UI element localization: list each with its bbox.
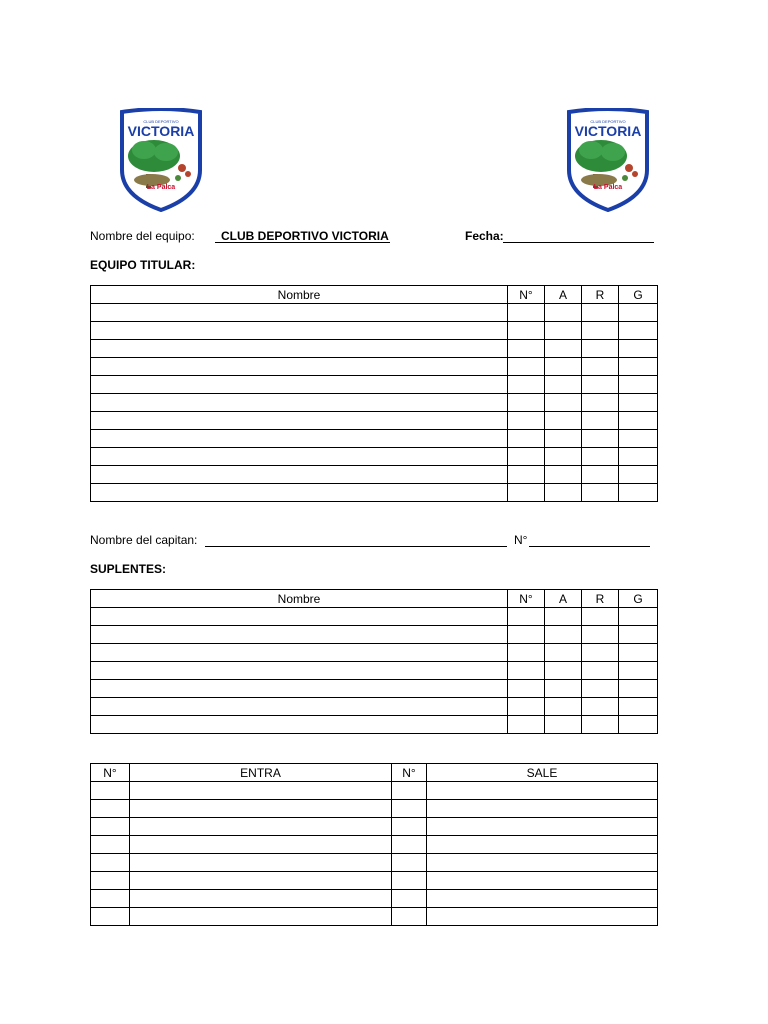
table-cell[interactable]: [545, 304, 582, 322]
table-cell[interactable]: [91, 304, 508, 322]
date-field[interactable]: [503, 242, 654, 243]
table-row: [91, 698, 658, 716]
table-row: [91, 466, 658, 484]
table-cell[interactable]: [91, 448, 508, 466]
table-row: [91, 908, 658, 926]
table-cell[interactable]: [91, 644, 508, 662]
table-cell[interactable]: [619, 680, 658, 698]
table-cell[interactable]: [582, 394, 619, 412]
table-header-row: [91, 590, 658, 608]
table-cell[interactable]: [508, 680, 545, 698]
table-cell[interactable]: [582, 358, 619, 376]
column-header-nombre: Nombre: [91, 286, 508, 304]
table-cell[interactable]: [130, 782, 392, 800]
table-cell[interactable]: [130, 890, 392, 908]
table-row: [91, 484, 658, 502]
table-cell[interactable]: [130, 800, 392, 818]
table-cell[interactable]: [619, 376, 658, 394]
table-cell[interactable]: [582, 376, 619, 394]
table-cell[interactable]: [619, 608, 658, 626]
suplentes-section-title: SUPLENTES:: [90, 562, 167, 576]
table-cell[interactable]: [508, 358, 545, 376]
logo-bottom-text: La Palca: [593, 184, 623, 191]
table-cell[interactable]: [545, 412, 582, 430]
table-cell[interactable]: [545, 662, 582, 680]
table-cell[interactable]: [545, 358, 582, 376]
table-cell[interactable]: [508, 484, 545, 502]
table-cell[interactable]: [582, 448, 619, 466]
table-cell[interactable]: [545, 322, 582, 340]
table-cell[interactable]: [619, 322, 658, 340]
table-cell[interactable]: [582, 412, 619, 430]
table-cell[interactable]: [91, 890, 130, 908]
table-cell[interactable]: [508, 644, 545, 662]
column-header-g: G: [619, 590, 658, 608]
table-row: [91, 872, 658, 890]
table-cell[interactable]: [582, 626, 619, 644]
table-cell[interactable]: [427, 818, 658, 836]
table-cell[interactable]: [582, 680, 619, 698]
table-row: [91, 818, 658, 836]
table-cell[interactable]: [508, 448, 545, 466]
table-cell[interactable]: [508, 394, 545, 412]
table-row: [91, 662, 658, 680]
table-cell[interactable]: [91, 394, 508, 412]
table-cell[interactable]: [545, 680, 582, 698]
table-row: [91, 304, 658, 322]
table-cell[interactable]: [582, 484, 619, 502]
table-cell[interactable]: [619, 626, 658, 644]
suplentes-table: [90, 589, 658, 734]
table-cell[interactable]: [392, 800, 427, 818]
titular-rows: [91, 304, 658, 502]
table-cell[interactable]: [508, 608, 545, 626]
table-cell[interactable]: [619, 466, 658, 484]
table-cell[interactable]: [392, 818, 427, 836]
table-cell[interactable]: [91, 662, 508, 680]
table-cell[interactable]: [545, 448, 582, 466]
table-cell[interactable]: [619, 484, 658, 502]
table-cell[interactable]: [508, 412, 545, 430]
titular-table: [90, 285, 658, 502]
table-header-row: [91, 286, 658, 304]
table-cell[interactable]: [130, 908, 392, 926]
date-label: Fecha:: [465, 229, 504, 243]
table-cell[interactable]: [582, 644, 619, 662]
table-cell[interactable]: [582, 662, 619, 680]
changes-table: [90, 763, 658, 926]
table-cell[interactable]: [91, 484, 508, 502]
titular-section-title: EQUIPO TITULAR:: [90, 258, 196, 272]
changes-rows: [91, 782, 658, 926]
table-cell[interactable]: [91, 908, 130, 926]
table-cell[interactable]: [427, 908, 658, 926]
captain-number-field[interactable]: [529, 546, 650, 547]
team-name-underline: [215, 242, 390, 243]
table-cell[interactable]: [91, 322, 508, 340]
table-cell[interactable]: [427, 890, 658, 908]
column-header-a: A: [545, 286, 582, 304]
table-row: [91, 854, 658, 872]
table-cell[interactable]: [91, 376, 508, 394]
table-cell[interactable]: [619, 340, 658, 358]
table-row: [91, 836, 658, 854]
table-cell[interactable]: [91, 782, 130, 800]
table-cell[interactable]: [619, 412, 658, 430]
table-cell[interactable]: [582, 304, 619, 322]
table-row: [91, 680, 658, 698]
table-cell[interactable]: [91, 872, 130, 890]
table-row: [91, 322, 658, 340]
table-cell[interactable]: [427, 872, 658, 890]
table-cell[interactable]: [91, 854, 130, 872]
table-cell[interactable]: [91, 626, 508, 644]
table-cell[interactable]: [582, 430, 619, 448]
table-cell[interactable]: [392, 890, 427, 908]
logo-small-text: CLUB DEPORTIVO: [143, 119, 179, 124]
table-row: [91, 644, 658, 662]
table-cell[interactable]: [91, 716, 508, 734]
table-cell[interactable]: [91, 358, 508, 376]
table-cell[interactable]: [130, 872, 392, 890]
captain-label: Nombre del capitan:: [90, 533, 198, 547]
table-row: [91, 340, 658, 358]
table-cell[interactable]: [545, 394, 582, 412]
table-cell[interactable]: [619, 644, 658, 662]
table-cell[interactable]: [130, 836, 392, 854]
table-cell[interactable]: [130, 818, 392, 836]
table-cell[interactable]: [427, 836, 658, 854]
logo-small-text: CLUB DEPORTIVO: [590, 119, 626, 124]
team-name-value: CLUB DEPORTIVO VICTORIA: [221, 229, 389, 243]
table-cell[interactable]: [619, 716, 658, 734]
suplentes-rows: [91, 608, 658, 734]
column-header-g: G: [619, 286, 658, 304]
table-cell[interactable]: [392, 872, 427, 890]
table-cell[interactable]: [545, 466, 582, 484]
table-cell[interactable]: [427, 782, 658, 800]
table-cell[interactable]: [582, 716, 619, 734]
logo-main-text: VICTORIA: [127, 123, 195, 139]
column-header-numero: N°: [508, 286, 545, 304]
table-cell[interactable]: [545, 644, 582, 662]
table-cell[interactable]: [545, 716, 582, 734]
column-header-sale: SALE: [427, 764, 658, 782]
table-row: [91, 358, 658, 376]
table-row: [91, 448, 658, 466]
table-cell[interactable]: [91, 800, 130, 818]
table-cell[interactable]: [508, 716, 545, 734]
table-cell[interactable]: [619, 304, 658, 322]
column-header-entra: ENTRA: [130, 764, 392, 782]
logo-bottom-text: La Palca: [146, 184, 176, 191]
table-cell[interactable]: [508, 322, 545, 340]
table-cell[interactable]: [582, 466, 619, 484]
table-cell[interactable]: [427, 800, 658, 818]
table-cell[interactable]: [545, 626, 582, 644]
table-cell[interactable]: [582, 340, 619, 358]
table-cell[interactable]: [91, 680, 508, 698]
table-row: [91, 608, 658, 626]
table-cell[interactable]: [545, 430, 582, 448]
table-cell[interactable]: [508, 376, 545, 394]
column-header-nombre: Nombre: [91, 590, 508, 608]
column-header-numero: N°: [508, 590, 545, 608]
table-cell[interactable]: [130, 854, 392, 872]
table-cell[interactable]: [508, 698, 545, 716]
table-cell[interactable]: [545, 376, 582, 394]
table-row: [91, 412, 658, 430]
table-cell[interactable]: [545, 340, 582, 358]
table-cell[interactable]: [619, 662, 658, 680]
table-row: [91, 430, 658, 448]
team-name-label: Nombre del equipo:: [90, 229, 195, 243]
table-cell[interactable]: [508, 466, 545, 484]
table-row: [91, 716, 658, 734]
table-cell[interactable]: [545, 608, 582, 626]
table-cell[interactable]: [508, 662, 545, 680]
table-row: [91, 800, 658, 818]
table-cell[interactable]: [427, 854, 658, 872]
table-cell[interactable]: [508, 340, 545, 358]
table-cell[interactable]: [91, 698, 508, 716]
table-cell[interactable]: [392, 782, 427, 800]
table-cell[interactable]: [91, 412, 508, 430]
column-header-r: R: [582, 286, 619, 304]
table-cell[interactable]: [619, 394, 658, 412]
table-row: [91, 890, 658, 908]
table-cell[interactable]: [91, 608, 508, 626]
table-cell[interactable]: [582, 698, 619, 716]
table-cell[interactable]: [619, 358, 658, 376]
logo-main-text: VICTORIA: [574, 123, 642, 139]
table-row: [91, 394, 658, 412]
table-cell[interactable]: [91, 466, 508, 484]
table-cell[interactable]: [508, 626, 545, 644]
table-cell[interactable]: [392, 854, 427, 872]
table-cell[interactable]: [392, 836, 427, 854]
table-row: [91, 782, 658, 800]
table-cell[interactable]: [619, 698, 658, 716]
column-header-numero-entra: N°: [91, 764, 130, 782]
table-row: [91, 626, 658, 644]
table-cell[interactable]: [545, 484, 582, 502]
table-cell[interactable]: [619, 448, 658, 466]
table-cell[interactable]: [619, 430, 658, 448]
club-logo-right: [563, 108, 653, 212]
captain-name-field[interactable]: [205, 546, 507, 547]
table-header-row: [91, 764, 658, 782]
table-cell[interactable]: [392, 908, 427, 926]
table-cell[interactable]: [91, 818, 130, 836]
column-header-r: R: [582, 590, 619, 608]
table-cell[interactable]: [582, 608, 619, 626]
captain-number-label: N°: [514, 533, 528, 547]
column-header-a: A: [545, 590, 582, 608]
club-logo-left: [116, 108, 206, 212]
table-cell[interactable]: [508, 430, 545, 448]
table-cell[interactable]: [91, 430, 508, 448]
table-cell[interactable]: [91, 836, 130, 854]
table-cell[interactable]: [582, 322, 619, 340]
table-row: [91, 376, 658, 394]
table-cell[interactable]: [508, 304, 545, 322]
table-cell[interactable]: [91, 340, 508, 358]
column-header-numero-sale: N°: [392, 764, 427, 782]
table-cell[interactable]: [545, 698, 582, 716]
